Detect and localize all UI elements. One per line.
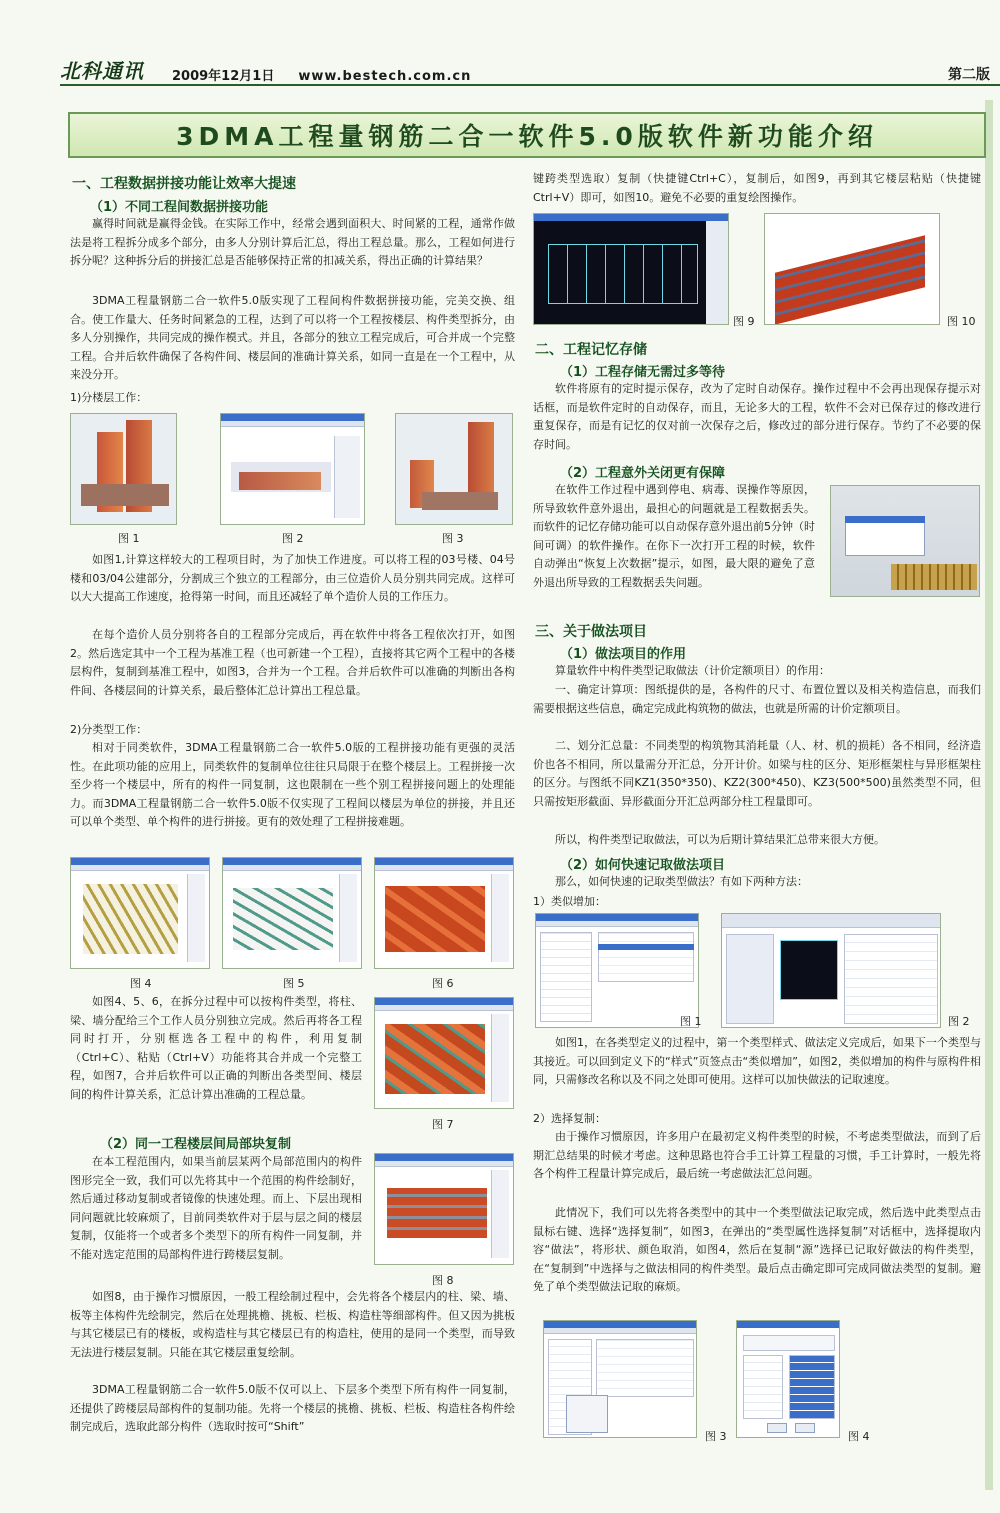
masthead xyxy=(60,60,1000,86)
figure-caption: 图 7 xyxy=(432,1118,454,1131)
figure-caption: 图 9 xyxy=(733,315,755,328)
subsection-heading-1-2: （2）同一工程楼层间局部块复制 xyxy=(100,1137,292,1152)
figure-10-building-render xyxy=(764,213,940,325)
figure-caption: 图 8 xyxy=(432,1274,454,1287)
paragraph: 二、划分汇总量：不同类型的构筑物其消耗量（人、材、机的损耗）各不相同，经济造价也各不相同，所以量需分开汇总，分开计价。如梁与柱的区分、矩形框架柱与异形框架柱的区分。与图纸不同KZ1(350*350)、KZ2(300*450)、KZ3(500*500)虽然类型不同，但只需按矩形截面、异形截面分开汇总两部分柱工程量即可。 xyxy=(533,739,981,808)
section-heading-3: 三、关于做法项目 xyxy=(535,624,647,640)
figure-b-similar-add-window xyxy=(721,913,941,1028)
paragraph: 赢得时间就是赢得金钱。在实际工作中，经常会遇到面积大、时间紧的工程，通常作做法是将工程拆分成多个部分，由多人分别计算后汇总，得出工程总量。那么，工程如何进行拆分呢？这种拆分后的拼接汇总是否能够保持正常的扣减关系，得出正确的计算结果？ xyxy=(70,217,515,267)
figure-2-software-window xyxy=(220,413,365,525)
paragraph: 由于操作习惯原因，许多用户在最初定义构件类型的时候，不考虑类型做法，而到了后期汇总结果的时候才考虑。这种思路也符合手工计算工程量的习惯，手工计算时，一般先将各个构件工程量计算完成后，最后统一考虑做法汇总问题。 xyxy=(533,1130,981,1180)
paragraph: 键跨类型选取）复制（快捷键Ctrl+C），复制后，如图9，再到其它楼层粘贴（快捷键Ctrl+V）即可，如图10。避免不必要的重复绘图操作。 xyxy=(533,172,981,204)
paragraph-heading: 2)分类型工作： xyxy=(70,723,148,736)
figure-caption: 图 4 xyxy=(848,1430,870,1443)
issue-date: 2009年12月1日 xyxy=(172,69,275,84)
figure-recovery-dialog-photo xyxy=(830,485,980,597)
paragraph: 那么，如何快速的记取类型做法？有如下两种方法： xyxy=(555,875,808,888)
subsection-heading-2-1: （1）工程存储无需过多等待 xyxy=(560,365,726,380)
figure-1-building-render xyxy=(70,413,177,525)
section-heading-2: 二、工程记忆存储 xyxy=(535,342,647,358)
paragraph-heading: 1)分楼层工作： xyxy=(70,391,148,404)
newsletter-logo: 北科通讯 xyxy=(60,59,144,83)
figure-caption: 图 3 xyxy=(705,1430,727,1443)
paragraph: 如图1，在各类型定义的过程中，第一个类型样式、做法定义完成后，如果下一个类型与其接近。可以回到定义下的“样式”页签点击“类似增加”，如图2，类似增加的构件与原构件相同，只需修改名称以及不同之处即可使用。这样可以加快做法的记取速度。 xyxy=(533,1036,981,1086)
paragraph: 软件将原有的定时提示保存，改为了定时自动保存。操作过程中不会再出现保存提示对话框，而是软件定时的自动保存，而且，无论多大的工程，软件不会对已保存过的修改进行重复保存，而是有记忆的仅对前一次保存之后，修改过的部分进行保存。节约了不必要的保存时间。 xyxy=(533,382,981,451)
decorative-side-strip xyxy=(985,100,993,1490)
figure-4-software-columns xyxy=(70,857,210,969)
paragraph: 如图1,计算这样较大的工程项目时，为了加快工作进度。可以将工程的03号楼、04号楼和03/04公建部分，分割成三个独立的工程部分，由三位造价人员分别共同完成。这样可以大大提高工作速度，抢得第一时间，而且还减轻了单个造价人员的工作压力。 xyxy=(70,553,515,603)
figure-caption: 图 4 xyxy=(130,977,152,990)
figure-caption: 图 3 xyxy=(442,532,464,545)
figure-8-floor-copy xyxy=(374,1153,514,1265)
figure-c-select-copy-menu xyxy=(543,1320,697,1438)
figure-3-building-render xyxy=(395,413,513,525)
paragraph: 3DMA工程量钢筋二合一软件5.0版不仅可以上、下层多个类型下所有构件一同复制，还提供了跨楼层局部构件的复制功能。先将一个楼层的挑檐、挑板、栏板、构造柱各构件绘制完成后，选取此部分构件（选取时按可“Shift” xyxy=(70,1383,515,1433)
article-title-banner xyxy=(68,112,986,158)
figure-a-type-definition-window xyxy=(535,913,699,1028)
subsection-heading-3-1: （1）做法项目的作用 xyxy=(560,647,687,662)
article-title: 3DMA工程量钢筋二合一软件5.0版软件新功能介绍 xyxy=(176,122,878,151)
paragraph: 3DMA工程量钢筋二合一软件5.0版实现了工程间构件数据拼接功能，完美交换、组合。使工作量大、任务时间紧急的工程，达到了可以将一个工程按楼层、构件类型拆分，由多人分别操作，共同完成的操作模式。并且，各部分的独立工程完成后，可合并成一个完整工程。合并后软件确保了各构件间、楼层间的准确计算关系，如同一直是在一个工程中，从来没分开。 xyxy=(70,294,515,381)
website-url[interactable]: www.bestech.com.cn xyxy=(298,69,472,84)
paragraph: 在每个造价人员分别将各自的工程部分完成后，再在软件中将各工程依次打开，如图2。然后选定其中一个工程为基准工程（也可新建一个工程），直接将其它两个工程中的各楼层构件，复制到基准工程中，如图3，合并为一个工程。合并后软件可以准确的判断出各构件间、各楼层间的计算关系，最后整体汇总计算出工程总量。 xyxy=(70,628,515,697)
paragraph: 在本工程范围内，如果当前层某两个局部范围内的构件图形完全一致，我们可以先将其中一个范围的构件绘制好，然后通过移动复制或者镜像的快速处理。而上、下层出现相同问题就比较麻烦了，目前同类软件对于层与层之间的楼层复制，仅能将一个或者多个类型下的所有构件一同复制，并不能对选定范围的局部构件进行跨楼层复制。 xyxy=(70,1155,362,1261)
paragraph: 如图4、5、6，在拆分过程中可以按构件类型，将柱、梁、墙分配给三个工作人员分别独立完成。然后再将各工程同时打开，分别框选各工程中的构件，利用复制（Ctrl+C）、粘贴（Ctrl+V）功能将其合并成一个完整工程，如图7，合并后软件可以正确的判断出各类型间、楼层间的构件计算关系，汇总计算出准确的工程总量。 xyxy=(70,995,362,1101)
figure-d-copy-dialog xyxy=(736,1320,840,1438)
subsection-heading-2-2: （2）工程意外关闭更有保障 xyxy=(560,466,726,481)
paragraph: 算量软件中构件类型记取做法（计价定额项目）的作用： xyxy=(555,664,830,677)
figure-caption: 图 1 xyxy=(680,1015,702,1028)
paragraph: 在软件工作过程中遇到停电、病毒、误操作等原因，所导致软件意外退出，最担心的问题就是工程数据丢失。而软件的记忆存储功能可以自动保存意外退出前5分钟（时间可调）的软件操作。在你下一次打开工程的时候，软件自动弹出“恢复上次数据”提示，如图，最大限的避免了意外退出所导致的工程数据丢失问题。 xyxy=(533,483,815,589)
paragraph-heading: 2）选择复制： xyxy=(533,1112,606,1125)
section-heading-1: 一、工程数据拼接功能让效率大提速 xyxy=(72,176,296,192)
subsection-heading-1-1: （1）不同工程间数据拼接功能 xyxy=(90,200,269,215)
paragraph: 所以，构件类型记取做法，可以为后期计算结果汇总带来很大方便。 xyxy=(555,833,885,846)
subsection-heading-3-2: （2）如何快速记取做法项目 xyxy=(560,858,726,873)
paragraph: 一、确定计算项：图纸提供的是，各构件的尺寸、布置位置以及相关构造信息，而我们需要根据这些信息，确定完成此构筑物的做法，也就是所需的计价定额项目。 xyxy=(533,683,981,715)
figure-7-merged-project xyxy=(374,997,514,1109)
figure-caption: 图 1 xyxy=(118,532,140,545)
figure-6-software-walls xyxy=(374,857,514,969)
paragraph: 相对于同类软件，3DMA工程量钢筋二合一软件5.0版的工程拼接功能有更强的灵活性。在此项功能的应用上，同类软件的复制单位往往只局限于在整个楼层上。工程拼接一次至少将一个楼层中，所有的构件一同复制，这也限制在一些个别工程拼接问题上的处理能力。而3DMA工程量钢筋二合一软件5.0版不仅实现了工程间以楼层为单位的拼接，并且还可以单个类型、单个构件的进行拼接。更有的效处理了工程拼接难题。 xyxy=(70,741,515,828)
figure-caption: 图 5 xyxy=(283,977,305,990)
figure-caption: 图 10 xyxy=(947,315,976,328)
paragraph-heading: 1）类似增加： xyxy=(533,895,606,908)
paragraph: 此情况下，我们可以先将各类型中的其中一个类型做法记取完成，然后选中此类型点击鼠标右键、选择“选择复制”，如图3，在弹出的“类型属性选择复制”对话框中，选择提取内容“做法”，将形状、颜色取消，如图4，然后在复制“源”选择已记取好做法的构件类型，在“复制到”中选择与之做法相同的构件类型。最后点击确定即可完成同做法类型的复制。避免了单个类型做法记取的麻烦。 xyxy=(533,1206,981,1293)
figure-caption: 图 6 xyxy=(432,977,454,990)
figure-caption: 图 2 xyxy=(282,532,304,545)
page-label: 第二版 xyxy=(948,67,990,83)
figure-9-cad-plan xyxy=(533,213,729,325)
figure-5-software-beams xyxy=(222,857,362,969)
paragraph: 如图8，由于操作习惯原因，一般工程绘制过程中，会先将各个楼层内的柱、梁、墙、板等主体构件先绘制完，然后在处理挑檐、挑板、栏板、构造柱等细部构件。但又因为挑板与其它楼层已有的楼板，或构造柱与其它楼层已有的构造柱，使用的是同一个类型，而导致无法进行楼层复制。只能在其它楼层重复绘制。 xyxy=(70,1290,515,1359)
figure-caption: 图 2 xyxy=(948,1015,970,1028)
